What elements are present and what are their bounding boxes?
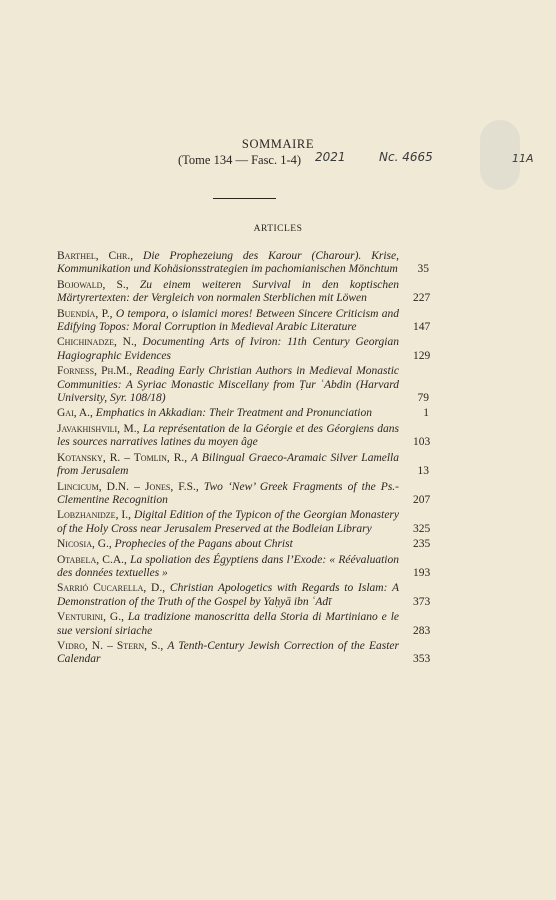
toc-entry-text — [57, 452, 429, 479]
toc-entry — [57, 554, 429, 581]
toc-title: Reading Early Christian Authors in Medieval Monastic Communities: A Syriac Monastic Miscellany from Ṭur ʿAbdin (Harvard University, Syr. 108/18) — [57, 365, 399, 405]
toc-page-number: 103 — [413, 436, 431, 449]
toc-title: Two ‘New’ Greek Fragments of the Ps.-Clementine Recognition — [57, 480, 399, 506]
section-heading: ARTICLES — [253, 224, 303, 234]
toc-title: Documenting Arts of Iviron: 11th Century Georgian Hagiographic Evidences — [57, 336, 400, 362]
toc-author: Gai, A., — [57, 407, 93, 420]
toc-entry — [57, 407, 429, 420]
toc-entry — [57, 452, 429, 479]
toc-title: La spoliation des Égyptiens dans l’Exode: « Réévaluation des données textuelles » — [57, 553, 399, 579]
toc-entry-text — [57, 509, 429, 536]
toc-author: Chichinadze, N., — [57, 336, 137, 349]
toc-title: O tempora, o islamici mores! Between Sincere Criticism and Edifying Topos: Moral Corruption in Medieval Arabic Literature — [57, 307, 400, 334]
toc-entry — [57, 509, 429, 536]
toc-title: A Tenth-Century Jewish Correction of the Easter Calendar — [57, 639, 400, 666]
toc-page-number: 13 — [417, 465, 429, 478]
toc-entry — [57, 582, 429, 609]
toc-entry — [57, 423, 429, 450]
toc-page-number: 129 — [413, 349, 431, 362]
toc-title: Die Prophezeiung des Karour (Charour). Krise, Kommunikation und Kohäsionsstrategien im pachomianischen Mönchtum — [57, 250, 400, 276]
toc-entry-text — [57, 554, 429, 581]
page-title: SOMMAIRE — [241, 137, 315, 151]
toc-title: Digital Edition of the Typicon of the Georgian Monastery of the Holy Cross near Jerusalem Preserved at the Bodleian Library — [57, 509, 400, 535]
toc-author: Lobzhanidze, I., — [57, 509, 131, 522]
toc-author: Lincicum, D.N. – Jones, F.S., — [57, 480, 199, 493]
toc-author: Bojowald, S., — [57, 278, 129, 291]
toc-page-number: 235 — [413, 538, 431, 551]
title-divider — [213, 198, 276, 199]
toc-title: Prophecies of the Pagans about Christ — [114, 538, 293, 551]
toc-entry-text — [57, 365, 429, 405]
toc-page-number: 353 — [413, 653, 431, 666]
toc-title: Zu einem weiteren Survival in den koptischen Märtyrertexten: der Vergleich von normalen Sterblichen mit Löwen — [57, 278, 400, 305]
toc-author: Sarrió Cucarella, D., — [57, 582, 166, 595]
toc-page-number: 283 — [413, 624, 431, 637]
toc-entry-text — [57, 250, 429, 277]
toc-author: Nicosia, G., — [57, 538, 112, 551]
toc-page-number: 79 — [417, 392, 429, 405]
toc-page-number: 35 — [417, 263, 429, 276]
toc-title: Christian Apologetics with Regards to Islam: A Demonstration of the Truth of the Gospel by Yaḥyā ibn ʿAdī — [57, 582, 399, 608]
toc-page-number: 325 — [413, 522, 431, 535]
toc-title: Emphatics in Akkadian: Their Treatment and Pronunciation — [95, 407, 372, 420]
toc-entry — [57, 250, 429, 277]
toc-entry — [57, 279, 429, 306]
handwritten-side-note: 11A — [512, 152, 534, 165]
toc-entry — [57, 611, 429, 638]
handwritten-year: 2021 — [315, 150, 346, 164]
handwritten-number: Nc. 4665 — [379, 150, 433, 164]
toc-title: La tradizione manoscritta della Storia di Martiniano e le sue versioni siriache — [57, 611, 399, 637]
toc-author: Javakhishvili, M., — [57, 422, 140, 435]
toc-page-number: 1 — [423, 407, 429, 420]
toc-author: Vidro, N. – Stern, S., — [57, 639, 164, 652]
toc-author: Otabela, C.A., — [57, 553, 127, 566]
toc-entry-text — [57, 481, 429, 508]
toc-entry — [57, 538, 429, 551]
toc-entry-text — [57, 611, 429, 638]
toc-page-number: 147 — [413, 321, 431, 334]
toc-author: Buendía, P., — [57, 307, 113, 320]
volume-subtitle: (Tome 134 — Fasc. 1-4) — [178, 153, 302, 167]
toc-entry-text — [57, 582, 429, 609]
toc-entry-text — [57, 423, 429, 450]
toc-page-number: 227 — [413, 292, 431, 305]
toc-entry-text — [57, 640, 429, 667]
toc-entry — [57, 336, 429, 363]
toc-author: Kotansky, R. – Tomlin, R., — [57, 451, 188, 464]
toc-author: Barthel, Chr., — [57, 250, 134, 262]
table-of-contents — [57, 250, 429, 669]
toc-page-number: 207 — [413, 493, 431, 506]
toc-page-number: 193 — [413, 566, 431, 579]
toc-entry — [57, 365, 429, 405]
toc-title: A Bilingual Graeco-Aramaic Silver Lamella from Jerusalem — [57, 451, 399, 478]
toc-entry — [57, 640, 429, 667]
toc-entry — [57, 481, 429, 508]
toc-entry-text — [57, 279, 429, 306]
toc-entry-text — [57, 407, 429, 420]
toc-author: Forness, Ph.M., — [57, 365, 133, 378]
toc-page-number: 373 — [413, 595, 431, 608]
toc-entry — [57, 308, 429, 335]
toc-title: La représentation de la Géorgie et des Géorgiens dans les sources narratives latines du moyen âge — [57, 422, 400, 449]
toc-author: Venturini, G., — [57, 611, 124, 624]
toc-entry-text — [57, 538, 429, 551]
toc-entry-text — [57, 308, 429, 335]
toc-entry-text — [57, 336, 429, 363]
